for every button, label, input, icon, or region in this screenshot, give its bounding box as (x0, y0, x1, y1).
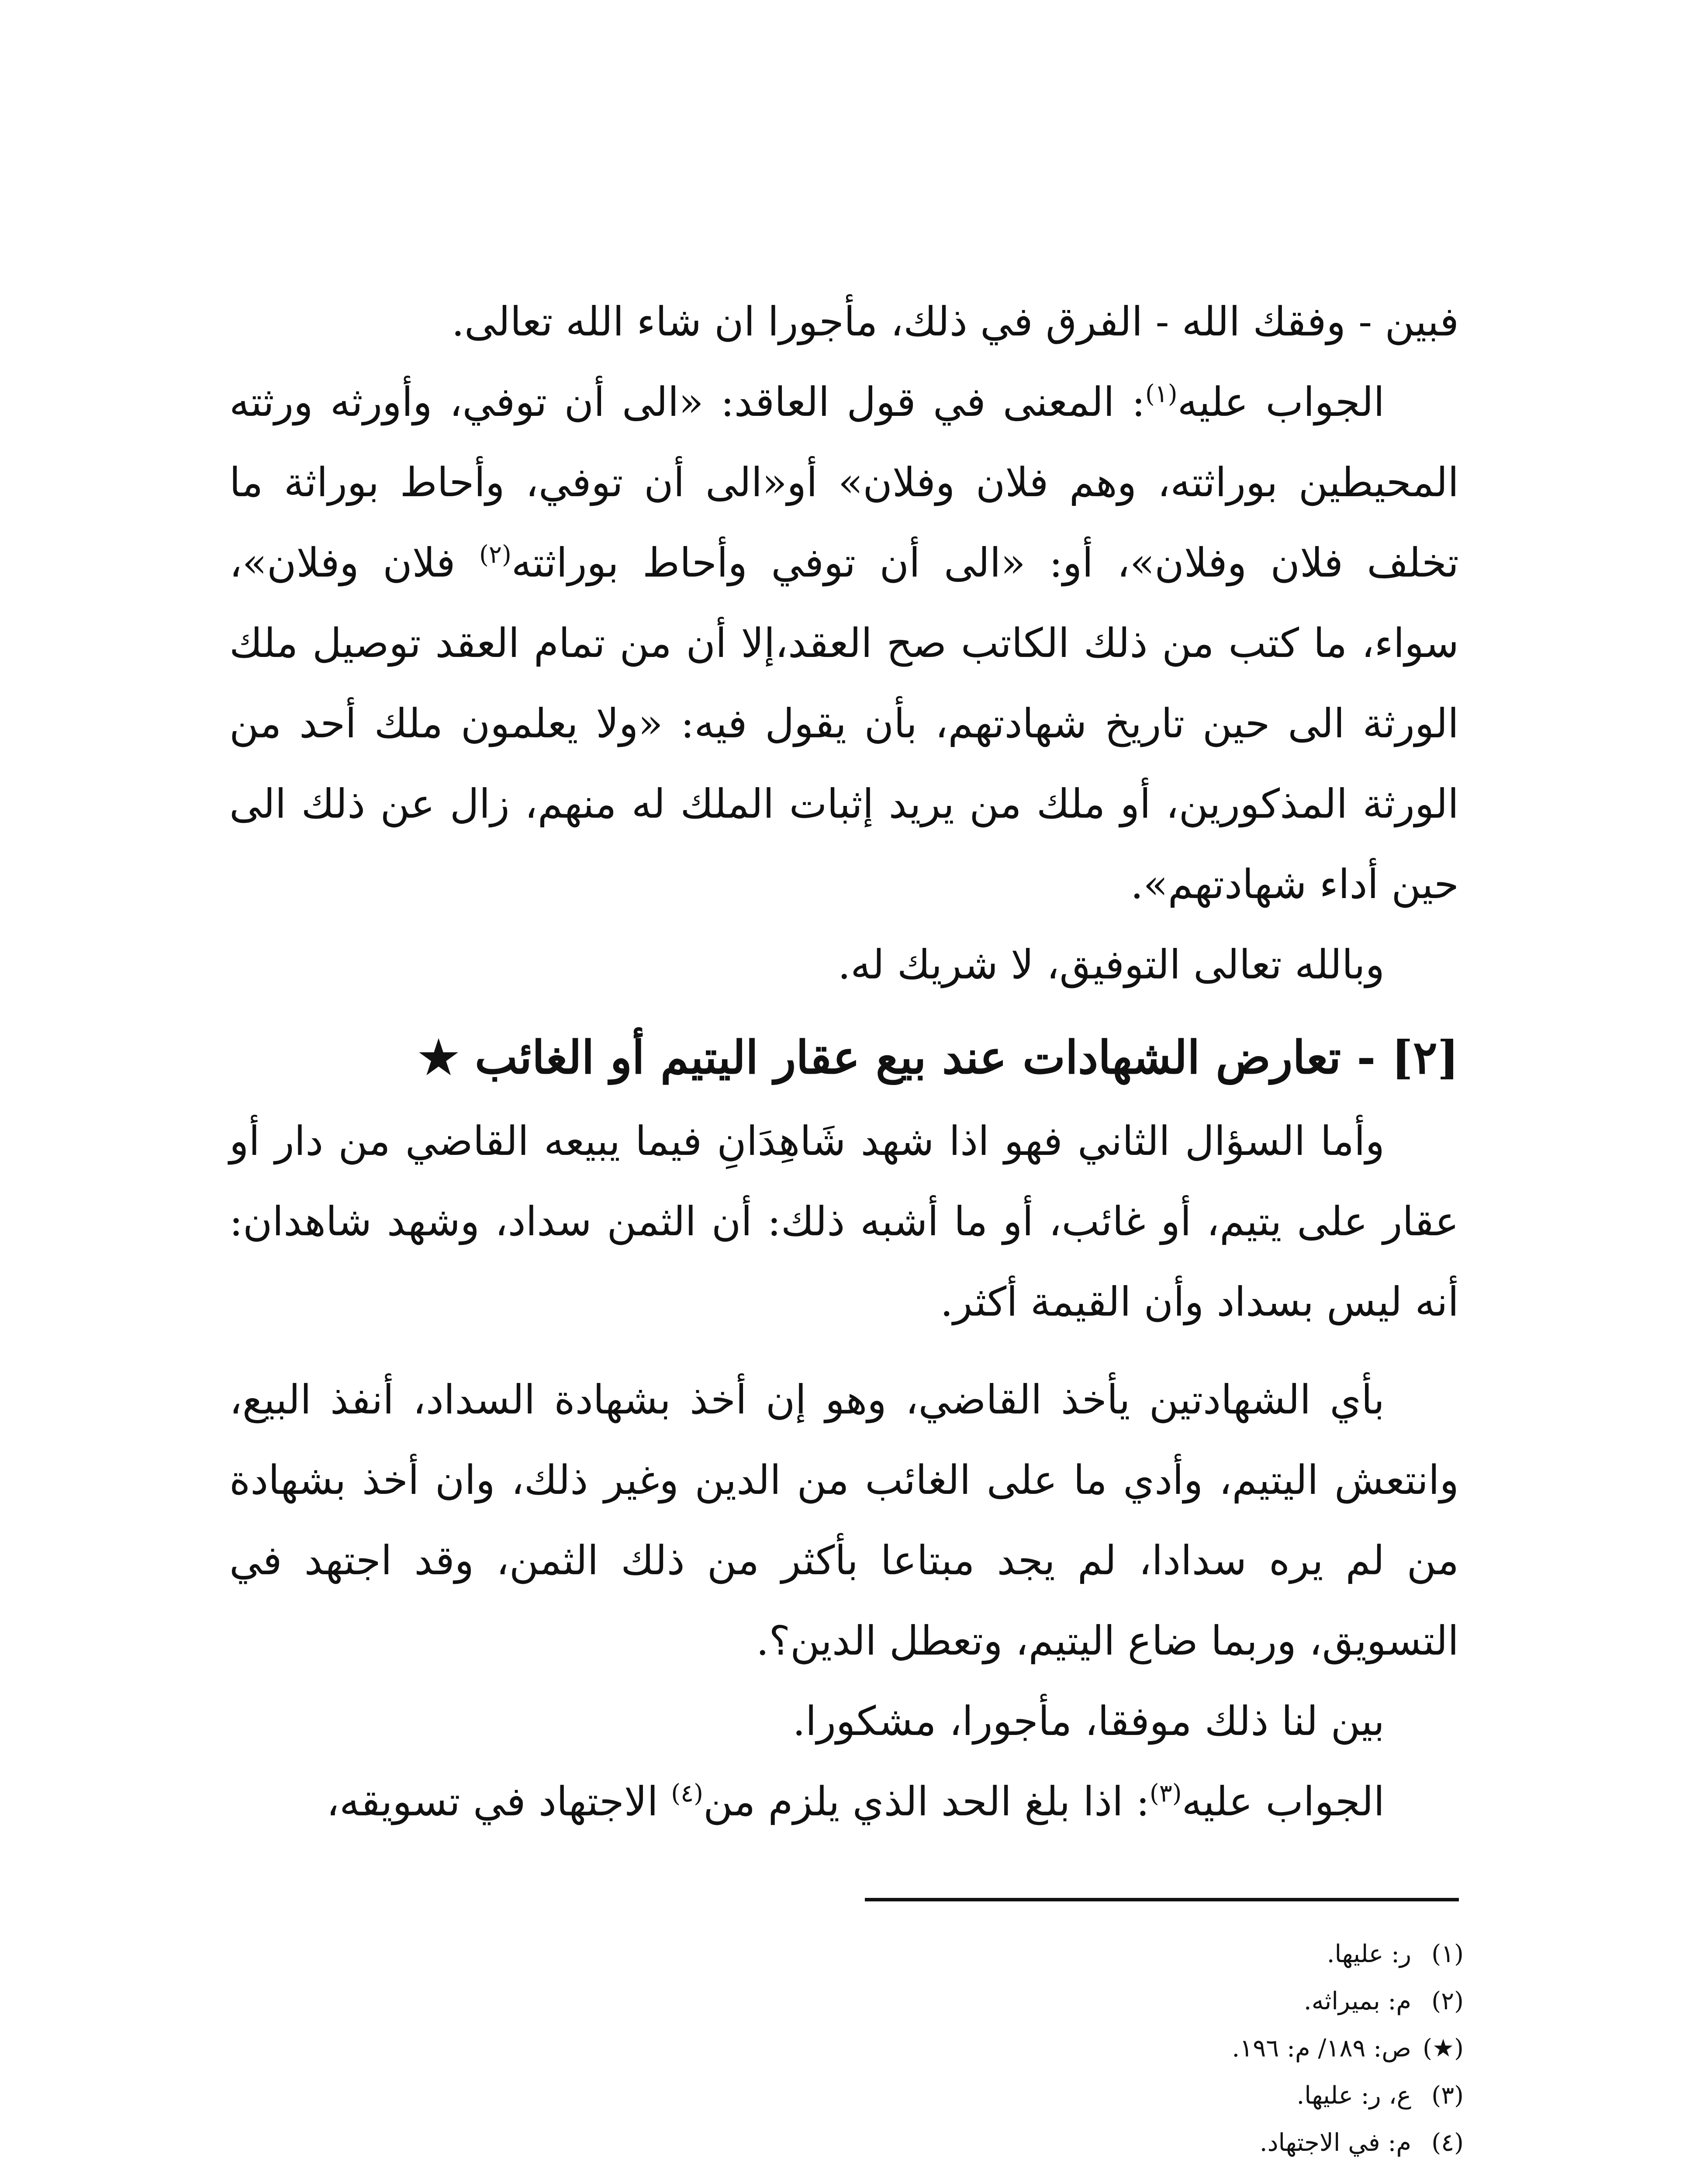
paragraph-5: بأي الشهادتين يأخذ القاضي، وهو إن أخذ بشهادة السداد، أنفذ البيع، وانتعش اليتيم، وأدي ما على الغائب من الدين وغير ذلك، وان أخذ بشهادة من لم يره سدادا، لم يجد مبتاعا بأكثر من ذلك الثمن، وقد اجتهد في التسويق، وربما ضاع اليتيم، وتعطل الدين؟. (229, 1376, 1459, 1664)
footnote-text: ص: ١٨٩/ م: ١٩٦. (1232, 2034, 1411, 2063)
footnote-text: م: بميراثه. (1303, 1987, 1411, 2015)
paragraph-2-text: الجواب عليه (1177, 379, 1385, 425)
footnote-ref-3: (٣) (1149, 1779, 1182, 1808)
paragraph-2-text: فلان وفلان»، سواء، ما كتب من ذلك الكاتب صح العقد،إلا أن من تمام العقد توصيل ملك الورثة الى حين تاريخ شهادتهم، بأن يقول فيه: «ولا يعلمون ملك أحد من الورثة المذكورين، أو ملك من يريد إثبات الملك له منهم، زال عن ذلك الى حين أداء شهادتهم». (229, 539, 1459, 908)
footnote-mark: (٢) (1431, 1987, 1464, 2015)
footnote-mark: (٤) (1431, 2129, 1464, 2157)
paragraph-7-text: : اذا بلغ الحد الذي يلزم من (703, 1778, 1150, 1825)
paragraph-7-text: الاجتهاد في تسويقه، (326, 1778, 671, 1825)
paragraph-7 (229, 1762, 1459, 1842)
paragraph-3: وبالله تعالى التوفيق، لا شريك له. (838, 941, 1385, 988)
footnote-ref-1: (١) (1145, 380, 1178, 408)
footnote-ref-4: (٤) (671, 1779, 703, 1808)
paragraph-2-text: : المعنى في قول العاقد: «الى أن توفي، وأورثه ورثته المحيطين بوراثته، وهم فلان وفلان» أو«الى أن توفي، وأحاط بوراثة ما تخلف فلان وفلان»، أو: «الى أن توفي وأحاط بوراثته (229, 379, 1459, 586)
paragraph-7-text: الجواب عليه (1182, 1778, 1385, 1825)
main-text (229, 282, 1459, 1842)
footnote-mark: (★) (1423, 2034, 1464, 2063)
footnote-4 (852, 2119, 1464, 2167)
footnote-1 (852, 1931, 1464, 1978)
paragraph-1: فبين - وفقك الله - الفرق في ذلك، مأجورا ان شاء الله تعالى. (451, 298, 1459, 345)
section-heading: [٢] - تعارض الشهادات عند بيع عقار اليتيم أو الغائب ★ (418, 1030, 1459, 1084)
footnote-star (852, 2025, 1464, 2072)
footnote-2 (852, 1978, 1464, 2025)
footnote-text: ع، ر: عليها. (1296, 2081, 1411, 2110)
footnote-ref-2: (٢) (479, 540, 511, 569)
footnote-text: ر: عليها. (1327, 1940, 1411, 1968)
paragraph-6: بين لنا ذلك موفقا، مأجورا، مشكورا. (792, 1698, 1385, 1745)
paragraph-2 (229, 362, 1459, 925)
footnotes (852, 1931, 1464, 2167)
footnote-mark: (١) (1431, 1940, 1464, 1968)
footnote-text: م: في الاجتهاد. (1259, 2129, 1411, 2157)
footnote-mark: (٣) (1431, 2081, 1464, 2110)
footnote-3 (852, 2072, 1464, 2119)
footnote-divider (865, 1898, 1459, 1901)
paragraph-4: وأما السؤال الثاني فهو اذا شهد شَاهِدَانِ فيما يبيعه القاضي من دار أو عقار على يتيم، أو غائب، أو ما أشبه ذلك: أن الثمن سداد، وشهد شاهدان: أنه ليس بسداد وأن القيمة أكثر. (229, 1118, 1459, 1325)
